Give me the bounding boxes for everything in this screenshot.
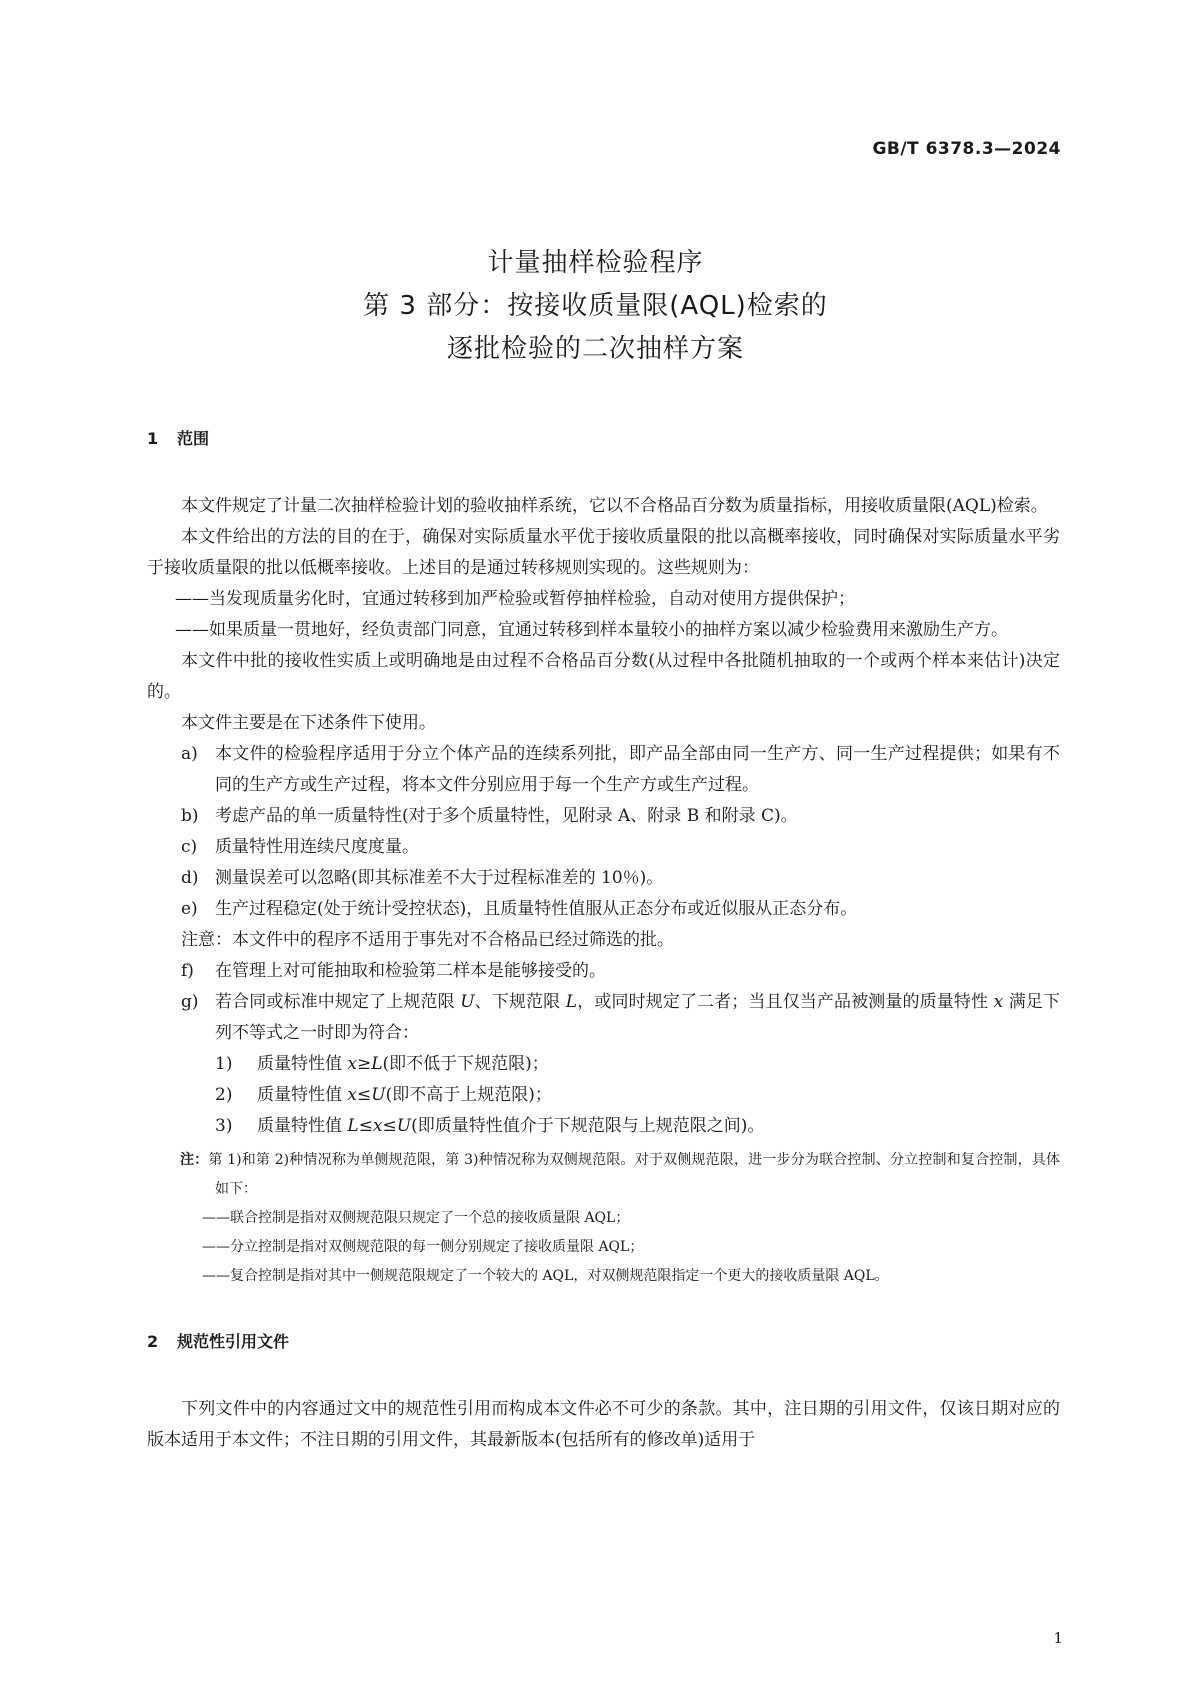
- section-1-heading: [147, 423, 1060, 454]
- standard-code: GB/T 6378.3—2024: [872, 139, 1061, 159]
- condition-marker: e): [181, 899, 198, 919]
- note-dash-complex: ——复合控制是指对其中一侧规范限规定了一个较大的 AQL，对双侧规范限指定一个更大的接收质量限 AQL。: [202, 1268, 889, 1284]
- title-line-3: 逐批检验的二次抽样方案: [446, 334, 744, 364]
- text-fragment: 若合同或标准中规定了上规范限: [215, 992, 461, 1012]
- scope-paragraph-3: 本文件中批的接收性实质上或明确地是由过程不合格品百分数(从过程中各批随机抽取的一个或两个样本来估计)决定的。: [147, 651, 1060, 702]
- text-fragment: 满足下列不等式之一时即为符合：: [215, 992, 1061, 1043]
- condition-text: 在管理上对可能抽取和检验第二样本是能够接受的。: [215, 961, 606, 981]
- condition-marker: b): [181, 806, 199, 826]
- section-1-number: 1: [147, 429, 159, 448]
- condition-text: 质量特性用连续尺度度量。: [215, 837, 419, 857]
- document-body: [147, 423, 1060, 1456]
- title-line-2: 第 3 部分：按接收质量限(AQL)检索的: [363, 291, 828, 321]
- note-dash-separate: ——分立控制是指对双侧规范限的每一侧分别规定了接收质量限 AQL；: [202, 1239, 644, 1255]
- text-fragment: 、下规范限: [474, 992, 566, 1012]
- sub-prefix: 质量特性值: [257, 1085, 348, 1105]
- condition-text: 本文件的检验程序适用于分立个体产品的连续系列批，即产品全部由同一生产方、同一生产过程提供；如果有不同的生产方或生产过程，将本文件分别应用于每一个生产方或生产过程。: [215, 744, 1060, 795]
- condition-marker: f): [181, 961, 194, 981]
- condition-text: 测量误差可以忽略(即其标准差不大于过程标准差的 10％)。: [215, 868, 664, 888]
- condition-d: [147, 863, 1060, 894]
- scope-paragraph-2: 本文件给出的方法的目的在于，确保对实际质量水平优于接收质量限的批以高概率接收，同时确保对实际质量水平劣于接收质量限的批以低概率接收。上述目的是通过转移规则实现的。这些规则为：: [147, 527, 1060, 578]
- scope-paragraph-4: 本文件主要是在下述条件下使用。: [181, 713, 436, 733]
- section-2-heading: [147, 1326, 1060, 1357]
- title-line-1: 计量抽样检验程序: [487, 248, 704, 278]
- switching-rule-2: ——如果质量一贯地好，经负责部门同意，宜通过转移到样本量较小的抽样方案以减少检验费用来激励生产方。: [175, 620, 1008, 640]
- sub-prefix: 质量特性值: [257, 1054, 348, 1074]
- condition-e: [147, 894, 1060, 925]
- lower-limit-symbol: L: [565, 992, 578, 1012]
- sub-prefix: 质量特性值: [257, 1116, 348, 1136]
- sub-suffix: (即不低于下规范限)；: [382, 1054, 549, 1074]
- condition-f: [147, 956, 1060, 987]
- note-dash-joint: ——联合控制是指对双侧规范限只规定了一个总的接收质量限 AQL；: [202, 1210, 630, 1226]
- sub-marker: 2): [215, 1085, 233, 1105]
- note-label: 注：: [180, 1152, 209, 1168]
- condition-text: [215, 992, 1060, 1043]
- inequality-2: [147, 1080, 1060, 1111]
- condition-marker: d): [181, 868, 199, 888]
- note-first-line: [147, 1146, 1060, 1204]
- document-title: [0, 242, 1191, 371]
- section-2-number: 2: [147, 1332, 159, 1351]
- inequality-1: [147, 1049, 1060, 1080]
- references-paragraph: 下列文件中的内容通过文中的规范性引用而构成本文件必不可少的条款。其中，注日期的引用文件，仅该日期对应的版本适用于本文件；不注日期的引用文件，其最新版本(包括所有的修改单)适用于: [147, 1399, 1060, 1450]
- condition-text: 考虑产品的单一质量特性(对于多个质量特性，见附录 A、附录 B 和附录 C)。: [215, 806, 798, 826]
- scope-paragraph-1: 本文件规定了计量二次抽样检验计划的验收抽样系统，它以不合格品百分数为质量指标，用接收质量限(AQL)检索。: [181, 496, 1048, 516]
- inequality-formula: x≥L: [347, 1054, 383, 1074]
- sub-suffix: (即不高于上规范限)；: [385, 1085, 552, 1105]
- attention-note: 注意：本文件中的程序不适用于事先对不合格品已经过筛选的批。: [181, 930, 674, 950]
- sub-suffix: (即质量特性值介于下规范限与上规范限之间)。: [411, 1116, 765, 1136]
- condition-a: [147, 739, 1060, 801]
- section-1-title: 范围: [177, 429, 210, 448]
- page-number: 1: [1053, 1629, 1063, 1647]
- inequality-formula: L≤x≤U: [347, 1116, 412, 1136]
- condition-marker: c): [181, 837, 198, 857]
- condition-c: [147, 832, 1060, 863]
- note-text: 第 1)和第 2)种情况称为单侧规范限，第 3)种情况称为双侧规范限。对于双侧规范限，进一步分为联合控制、分立控制和复合控制，具体如下：: [208, 1152, 1060, 1197]
- condition-b: [147, 801, 1060, 832]
- condition-marker: g): [181, 992, 199, 1012]
- upper-limit-symbol: U: [460, 992, 475, 1012]
- specification-note: [147, 1146, 1060, 1291]
- characteristic-symbol: x: [993, 992, 1004, 1012]
- condition-g: [147, 987, 1060, 1049]
- inequality-3: [147, 1111, 1060, 1142]
- condition-marker: a): [181, 744, 198, 764]
- inequality-formula: x≤U: [347, 1085, 386, 1105]
- condition-text: 生产过程稳定(处于统计受控状态)，且质量特性值服从正态分布或近似服从正态分布。: [215, 899, 858, 919]
- section-2-title: 规范性引用文件: [177, 1332, 290, 1351]
- switching-rule-1: ——当发现质量劣化时，宜通过转移到加严检验或暂停抽样检验，自动对使用方提供保护；: [175, 589, 855, 609]
- sub-marker: 3): [215, 1116, 233, 1136]
- text-fragment: ，或同时规定了二者；当且仅当产品被测量的质量特性: [577, 992, 994, 1012]
- sub-marker: 1): [215, 1054, 233, 1074]
